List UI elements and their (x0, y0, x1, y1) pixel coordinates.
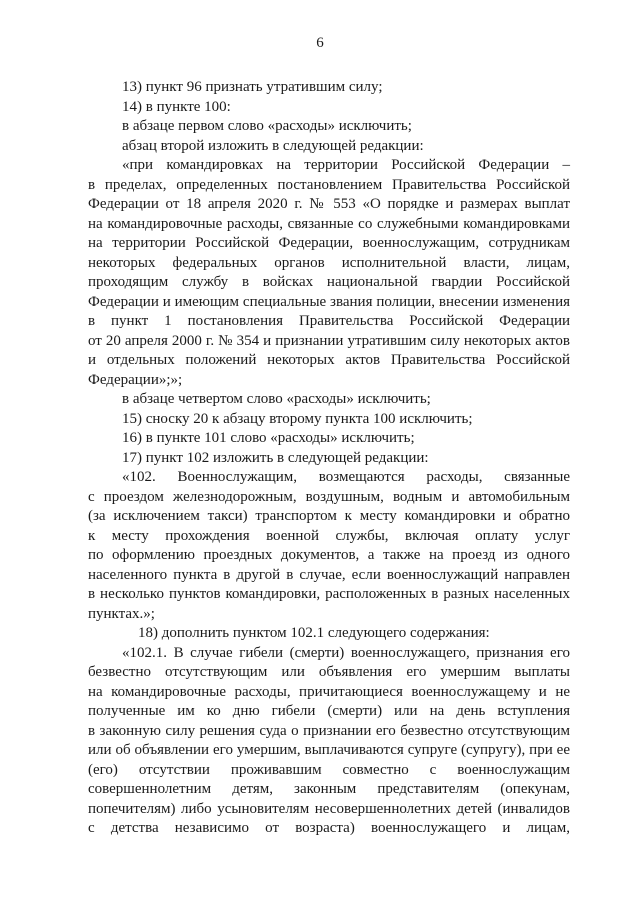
text-line: в законную силу решения суда о признании его безвестно отсутствующим (88, 722, 570, 739)
text-line: с детства независимо от возраста) военнослужащего и лицам, (88, 820, 570, 836)
text-line: в несколько пунктов командировки, расположенных в разных населенных (88, 586, 570, 602)
text-line: от 20 апреля 2000 г. № 354 и признании утратившим силу некоторых актов (88, 332, 570, 349)
text-line: 18) дополнить пунктом 102.1 следующего содержания: (138, 625, 490, 641)
text-line: 14) в пункте 100: (122, 98, 231, 115)
text-line: (его) отсутствии проживавшим совместно с военнослужащим (88, 761, 570, 778)
page-number: 6 (316, 35, 324, 51)
text-line: полученные им ко дню гибели (смерти) или на день вступления (88, 703, 570, 719)
text-line: и отдельных положений некоторых актов Правительства Российской (88, 352, 570, 368)
text-line: с проездом железнодорожным, воздушным, водным и автомобильным (88, 488, 570, 505)
text-line: на территории Российской Федерации, военнослужащим, сотрудникам (88, 235, 570, 251)
text-line: в пункт 1 постановления Правительства Российской Федерации (88, 313, 570, 329)
text-line: «при командировках на территории Российской Федерации – (122, 157, 570, 173)
text-line: попечителям) либо усыновителям несовершеннолетних детей (инвалидов (88, 800, 570, 817)
text-line: 17) пункт 102 изложить в следующей редакции: (122, 449, 429, 466)
text-line: к месту прохождения военной службы, включая оплату услуг (88, 527, 570, 544)
text-line: (за исключением такси) транспортом к месту командировки и обратно (88, 508, 570, 524)
text-line: Федерации и имеющим специальные звания полиции, внесении изменения (88, 293, 570, 310)
text-line: в пределах, определенных постановлением Правительства Российской (88, 176, 570, 193)
text-line: пунктах.»; (88, 605, 155, 622)
text-line: «102.1. В случае гибели (смерти) военнослужащего, признания его (122, 644, 570, 661)
text-line: Федерации»;»; (88, 371, 183, 388)
text-line: в абзаце первом слово «расходы» исключить; (122, 118, 412, 134)
text-line: населенного пункта в другой в случае, если военнослужащий направлен (88, 566, 570, 583)
text-line: по оформлению проездных документов, а также на проезд из одного (88, 547, 570, 563)
text-line: или об объявлении его умершим, выплачиваются супруге (супругу), при ее (88, 742, 570, 758)
text-line: безвестно отсутствующим или объявления его умершим выплаты (88, 664, 570, 680)
text-line: 15) сноску 20 к абзацу второму пункта 100 исключить; (122, 410, 473, 427)
text-line: Федерации от 18 апреля 2020 г. № 553 «О порядке и размерах выплат (88, 196, 570, 212)
text-line: в абзаце четвертом слово «расходы» исключить; (122, 391, 431, 407)
text-line: абзац второй изложить в следующей редакции: (122, 137, 424, 154)
text-line: проходящим службу в войсках национальной гвардии Российской (88, 274, 570, 290)
text-line: совершеннолетним детям, законным представителям (опекунам, (88, 781, 570, 797)
document-body (88, 78, 570, 839)
text-line: некоторых федеральных органов исполнительной власти, лицам, (88, 254, 570, 271)
text-line: 16) в пункте 101 слово «расходы» исключить; (122, 430, 415, 446)
text-line: на командировочные расходы, причитающиеся военнослужащему и не (88, 683, 570, 700)
text-line: 13) пункт 96 признать утратившим силу; (122, 79, 383, 95)
text-line: на командировочные расходы, связанные со служебными командировками (88, 215, 570, 232)
text-line: «102. Военнослужащим, возмещаются расходы, связанные (122, 469, 570, 485)
